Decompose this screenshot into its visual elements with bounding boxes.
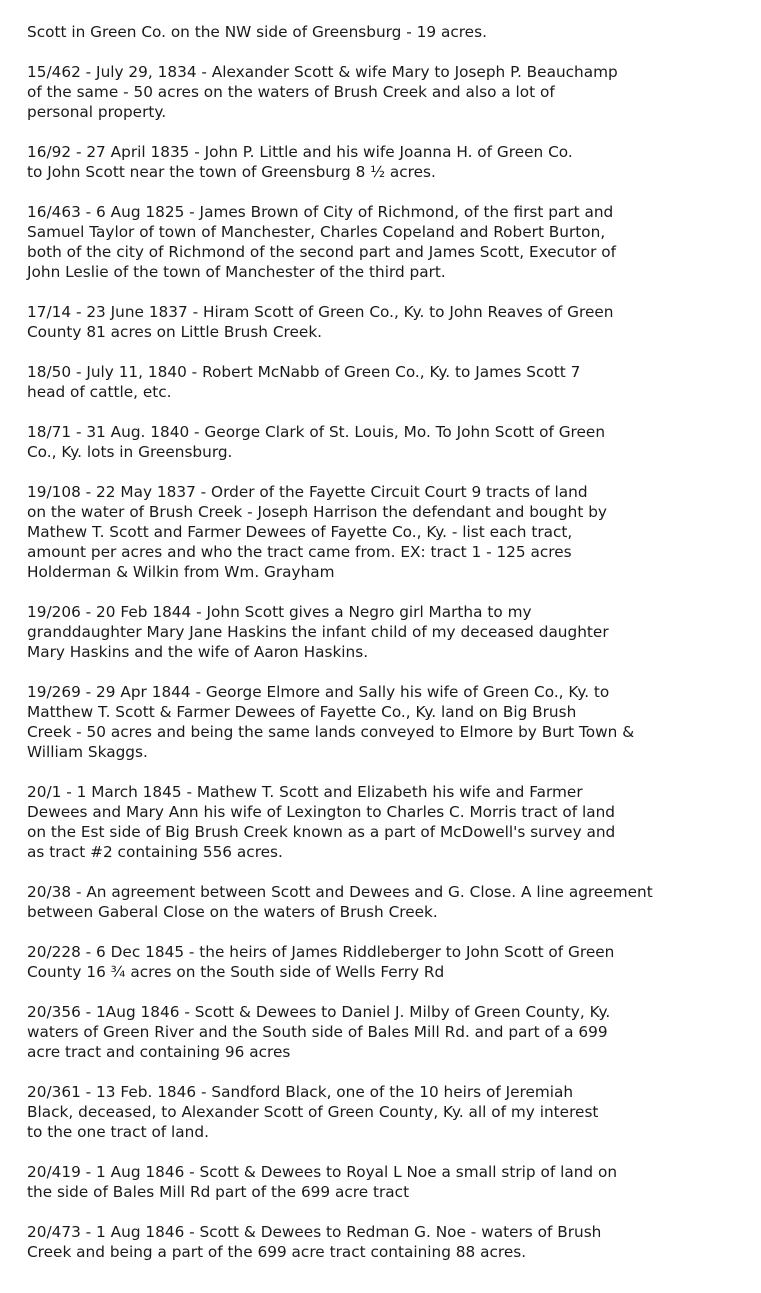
entry-line: waters of Green River and the South side of Bales Mill Rd. and part of a 699 — [27, 1023, 608, 1041]
entry-line: 20/38 - An agreement between Scott and Dewees and G. Close. A line agreement — [27, 883, 653, 901]
entry-line: on the water of Brush Creek - Joseph Harrison the defendant and bought by — [27, 503, 607, 521]
deed-entry — [27, 682, 739, 762]
entry-line: to the one tract of land. — [27, 1123, 209, 1141]
entry-line: the side of Bales Mill Rd part of the 699 acre tract — [27, 1183, 410, 1201]
entry-line: 18/71 - 31 Aug. 1840 - George Clark of St. Louis, Mo. To John Scott of Green — [27, 423, 606, 441]
entry-line: 17/14 - 23 June 1837 - Hiram Scott of Green Co., Ky. to John Reaves of Green — [27, 303, 614, 321]
deed-entry — [27, 1222, 739, 1262]
deed-entry — [27, 202, 739, 282]
document-page — [27, 22, 739, 1282]
entry-line: 16/92 - 27 April 1835 - John P. Little and his wife Joanna H. of Green Co. — [27, 143, 573, 161]
deed-entry — [27, 602, 739, 662]
entry-line: William Skaggs. — [27, 743, 148, 761]
entry-line: 20/356 - 1Aug 1846 - Scott & Dewees to Daniel J. Milby of Green County, Ky. — [27, 1003, 611, 1021]
entry-line: County 16 ¾ acres on the South side of Wells Ferry Rd — [27, 963, 445, 981]
entry-line: 20/419 - 1 Aug 1846 - Scott & Dewees to Royal L Noe a small strip of land on — [27, 1163, 618, 1181]
entry-line: personal property. — [27, 103, 167, 121]
entry-line: 20/361 - 13 Feb. 1846 - Sandford Black, one of the 10 heirs of Jeremiah — [27, 1083, 574, 1101]
entry-line: Mathew T. Scott and Farmer Dewees of Fayette Co., Ky. - list each tract, — [27, 523, 573, 541]
deed-entry — [27, 482, 739, 582]
entry-line: Samuel Taylor of town of Manchester, Charles Copeland and Robert Burton, — [27, 223, 606, 241]
entry-line: Black, deceased, to Alexander Scott of Green County, Ky. all of my interest — [27, 1103, 599, 1121]
entry-line: 19/108 - 22 May 1837 - Order of the Fayette Circuit Court 9 tracts of land — [27, 483, 588, 501]
entry-line: 19/206 - 20 Feb 1844 - John Scott gives a Negro girl Martha to my — [27, 603, 532, 621]
entry-line: Co., Ky. lots in Greensburg. — [27, 443, 233, 461]
entry-line: head of cattle, etc. — [27, 383, 172, 401]
entry-line: both of the city of Richmond of the second part and James Scott, Executor of — [27, 243, 616, 261]
entry-line: County 81 acres on Little Brush Creek. — [27, 323, 323, 341]
deed-entry — [27, 1082, 739, 1142]
deed-entry — [27, 62, 739, 122]
entry-line: 15/462 - July 29, 1834 - Alexander Scott & wife Mary to Joseph P. Beauchamp — [27, 63, 618, 81]
entry-line: 18/50 - July 11, 1840 - Robert McNabb of Green Co., Ky. to James Scott 7 — [27, 363, 581, 381]
entry-line: as tract #2 containing 556 acres. — [27, 843, 283, 861]
entry-line: Holderman & Wilkin from Wm. Grayham — [27, 563, 335, 581]
entry-line: acre tract and containing 96 acres — [27, 1043, 291, 1061]
deed-entry — [27, 302, 739, 342]
deed-entry — [27, 142, 739, 182]
entry-line: to John Scott near the town of Greensburg 8 ½ acres. — [27, 163, 436, 181]
entry-line: 19/269 - 29 Apr 1844 - George Elmore and Sally his wife of Green Co., Ky. to — [27, 683, 610, 701]
entry-line: between Gaberal Close on the waters of Brush Creek. — [27, 903, 438, 921]
deed-entry — [27, 362, 739, 402]
entry-line: Creek and being a part of the 699 acre tract containing 88 acres. — [27, 1243, 527, 1261]
entry-line: Mary Haskins and the wife of Aaron Haskins. — [27, 643, 369, 661]
entry-line: 20/1 - 1 March 1845 - Mathew T. Scott and Elizabeth his wife and Farmer — [27, 783, 583, 801]
entry-line: 20/228 - 6 Dec 1845 - the heirs of James Riddleberger to John Scott of Green — [27, 943, 615, 961]
entry-line: John Leslie of the town of Manchester of the third part. — [27, 263, 446, 281]
entry-line: Scott in Green Co. on the NW side of Greensburg - 19 acres. — [27, 23, 487, 41]
entry-line: Creek - 50 acres and being the same lands conveyed to Elmore by Burt Town & — [27, 723, 635, 741]
entry-line: Matthew T. Scott & Farmer Dewees of Fayette Co., Ky. land on Big Brush — [27, 703, 577, 721]
entry-line: of the same - 50 acres on the waters of Brush Creek and also a lot of — [27, 83, 555, 101]
deed-entry — [27, 782, 739, 862]
deed-entry — [27, 942, 739, 982]
deed-entry — [27, 1162, 739, 1202]
deed-entry — [27, 422, 739, 462]
entry-line: granddaughter Mary Jane Haskins the infant child of my deceased daughter — [27, 623, 609, 641]
entry-line: Dewees and Mary Ann his wife of Lexington to Charles C. Morris tract of land — [27, 803, 615, 821]
entry-line: 16/463 - 6 Aug 1825 - James Brown of City of Richmond, of the first part and — [27, 203, 614, 221]
deed-entry — [27, 22, 739, 42]
deed-entry — [27, 1002, 739, 1062]
entry-line: 20/473 - 1 Aug 1846 - Scott & Dewees to Redman G. Noe - waters of Brush — [27, 1223, 602, 1241]
entry-line: amount per acres and who the tract came from. EX: tract 1 - 125 acres — [27, 543, 572, 561]
deed-entry — [27, 882, 739, 922]
entry-line: on the Est side of Big Brush Creek known as a part of McDowell's survey and — [27, 823, 616, 841]
